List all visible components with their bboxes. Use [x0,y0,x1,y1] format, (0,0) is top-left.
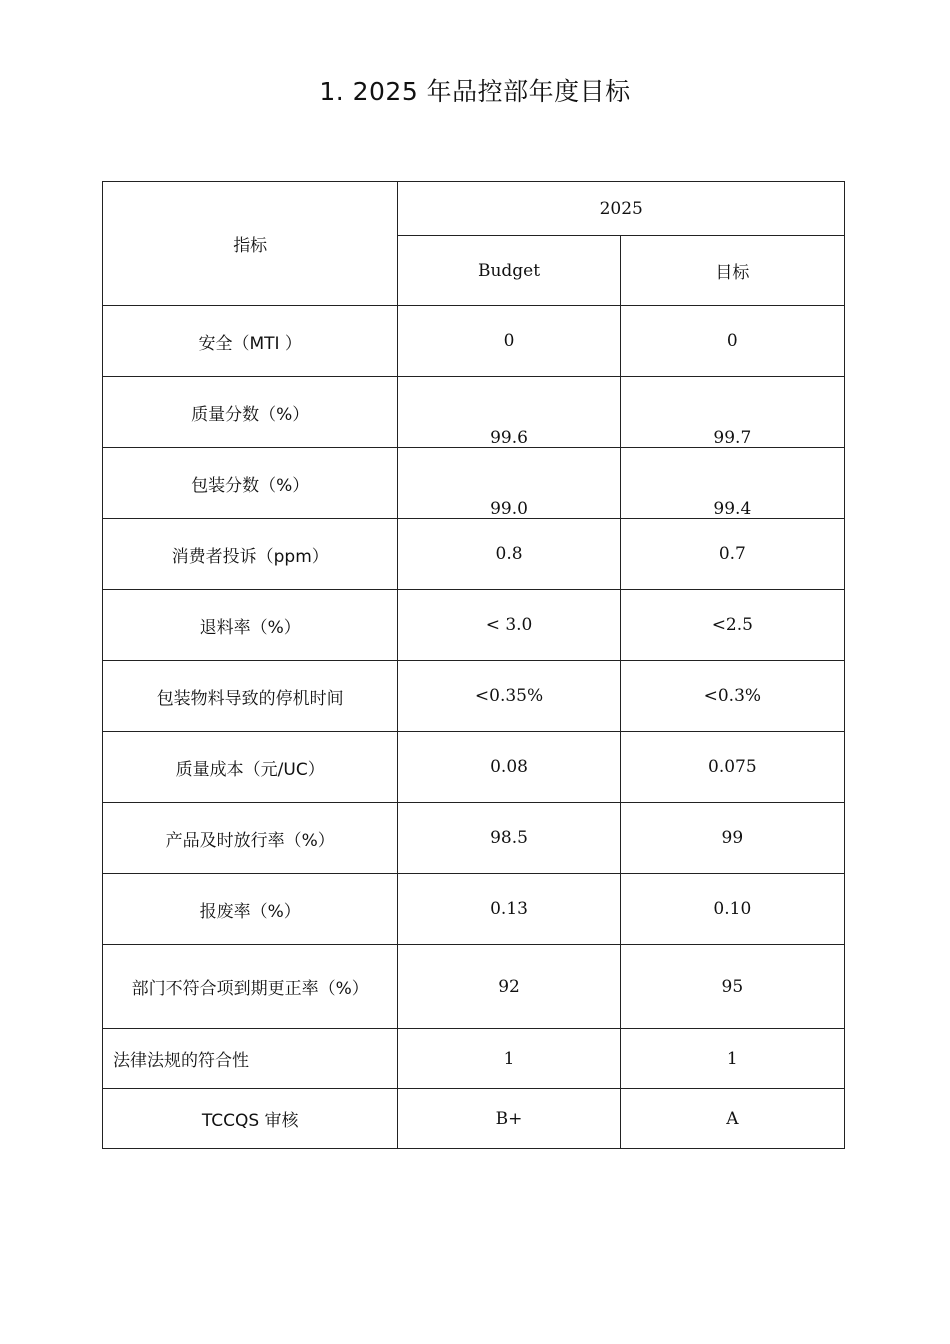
target-value: <0.3% [620,661,844,732]
metric-name: 产品及时放行率（%） [103,803,398,874]
table-row [103,519,845,590]
budget-value: 99.0 [398,448,620,519]
header-target-label: 目标 [620,236,844,306]
target-value: <2.5 [620,590,844,661]
table-row [103,1089,845,1149]
budget-value: 0 [398,306,620,377]
metric-name: 部门不符合项到期更正率（%） [103,945,398,1029]
table-row [103,1029,845,1089]
budget-value: 92 [398,945,620,1029]
metric-name: TCCQS 审核 [103,1089,398,1149]
header-year: 2025 [398,182,845,236]
target-value: 99 [620,803,844,874]
target-value: 1 [620,1029,844,1089]
budget-value: 0.8 [398,519,620,590]
target-value: A [620,1089,844,1149]
table-row [103,306,845,377]
header-row-year [103,182,845,236]
metric-name: 退料率（%） [103,590,398,661]
budget-value: 99.6 [398,377,620,448]
target-value: 0 [620,306,844,377]
metric-name: 质量分数（%） [103,377,398,448]
table-row [103,945,845,1029]
budget-value: 0.08 [398,732,620,803]
target-value: 95 [620,945,844,1029]
target-value: 0.7 [620,519,844,590]
target-value: 0.10 [620,874,844,945]
target-value: 99.7 [620,377,844,448]
header-metric-label: 指标 [103,182,398,306]
table-row [103,874,845,945]
table-row [103,803,845,874]
budget-value: 98.5 [398,803,620,874]
budget-value: 1 [398,1029,620,1089]
table-row [103,448,845,519]
metric-name: 安全（MTI ） [103,306,398,377]
table-row [103,661,845,732]
table-row [103,377,845,448]
header-budget-label: Budget [398,236,620,306]
page-title: 1. 2025 年品控部年度目标 [319,77,631,106]
metric-name: 法律法规的符合性 [103,1029,398,1089]
budget-value: <0.35% [398,661,620,732]
budget-value: 0.13 [398,874,620,945]
metric-name: 消费者投诉（ppm） [103,519,398,590]
budget-value: B+ [398,1089,620,1149]
target-value: 0.075 [620,732,844,803]
metric-name: 质量成本（元/UC） [103,732,398,803]
metric-name: 报废率（%） [103,874,398,945]
metric-name: 包装物料导致的停机时间 [103,661,398,732]
annual-goals-table [102,181,845,1149]
metric-name: 包装分数（%） [103,448,398,519]
budget-value: < 3.0 [398,590,620,661]
table-row [103,732,845,803]
target-value: 99.4 [620,448,844,519]
table-row [103,590,845,661]
